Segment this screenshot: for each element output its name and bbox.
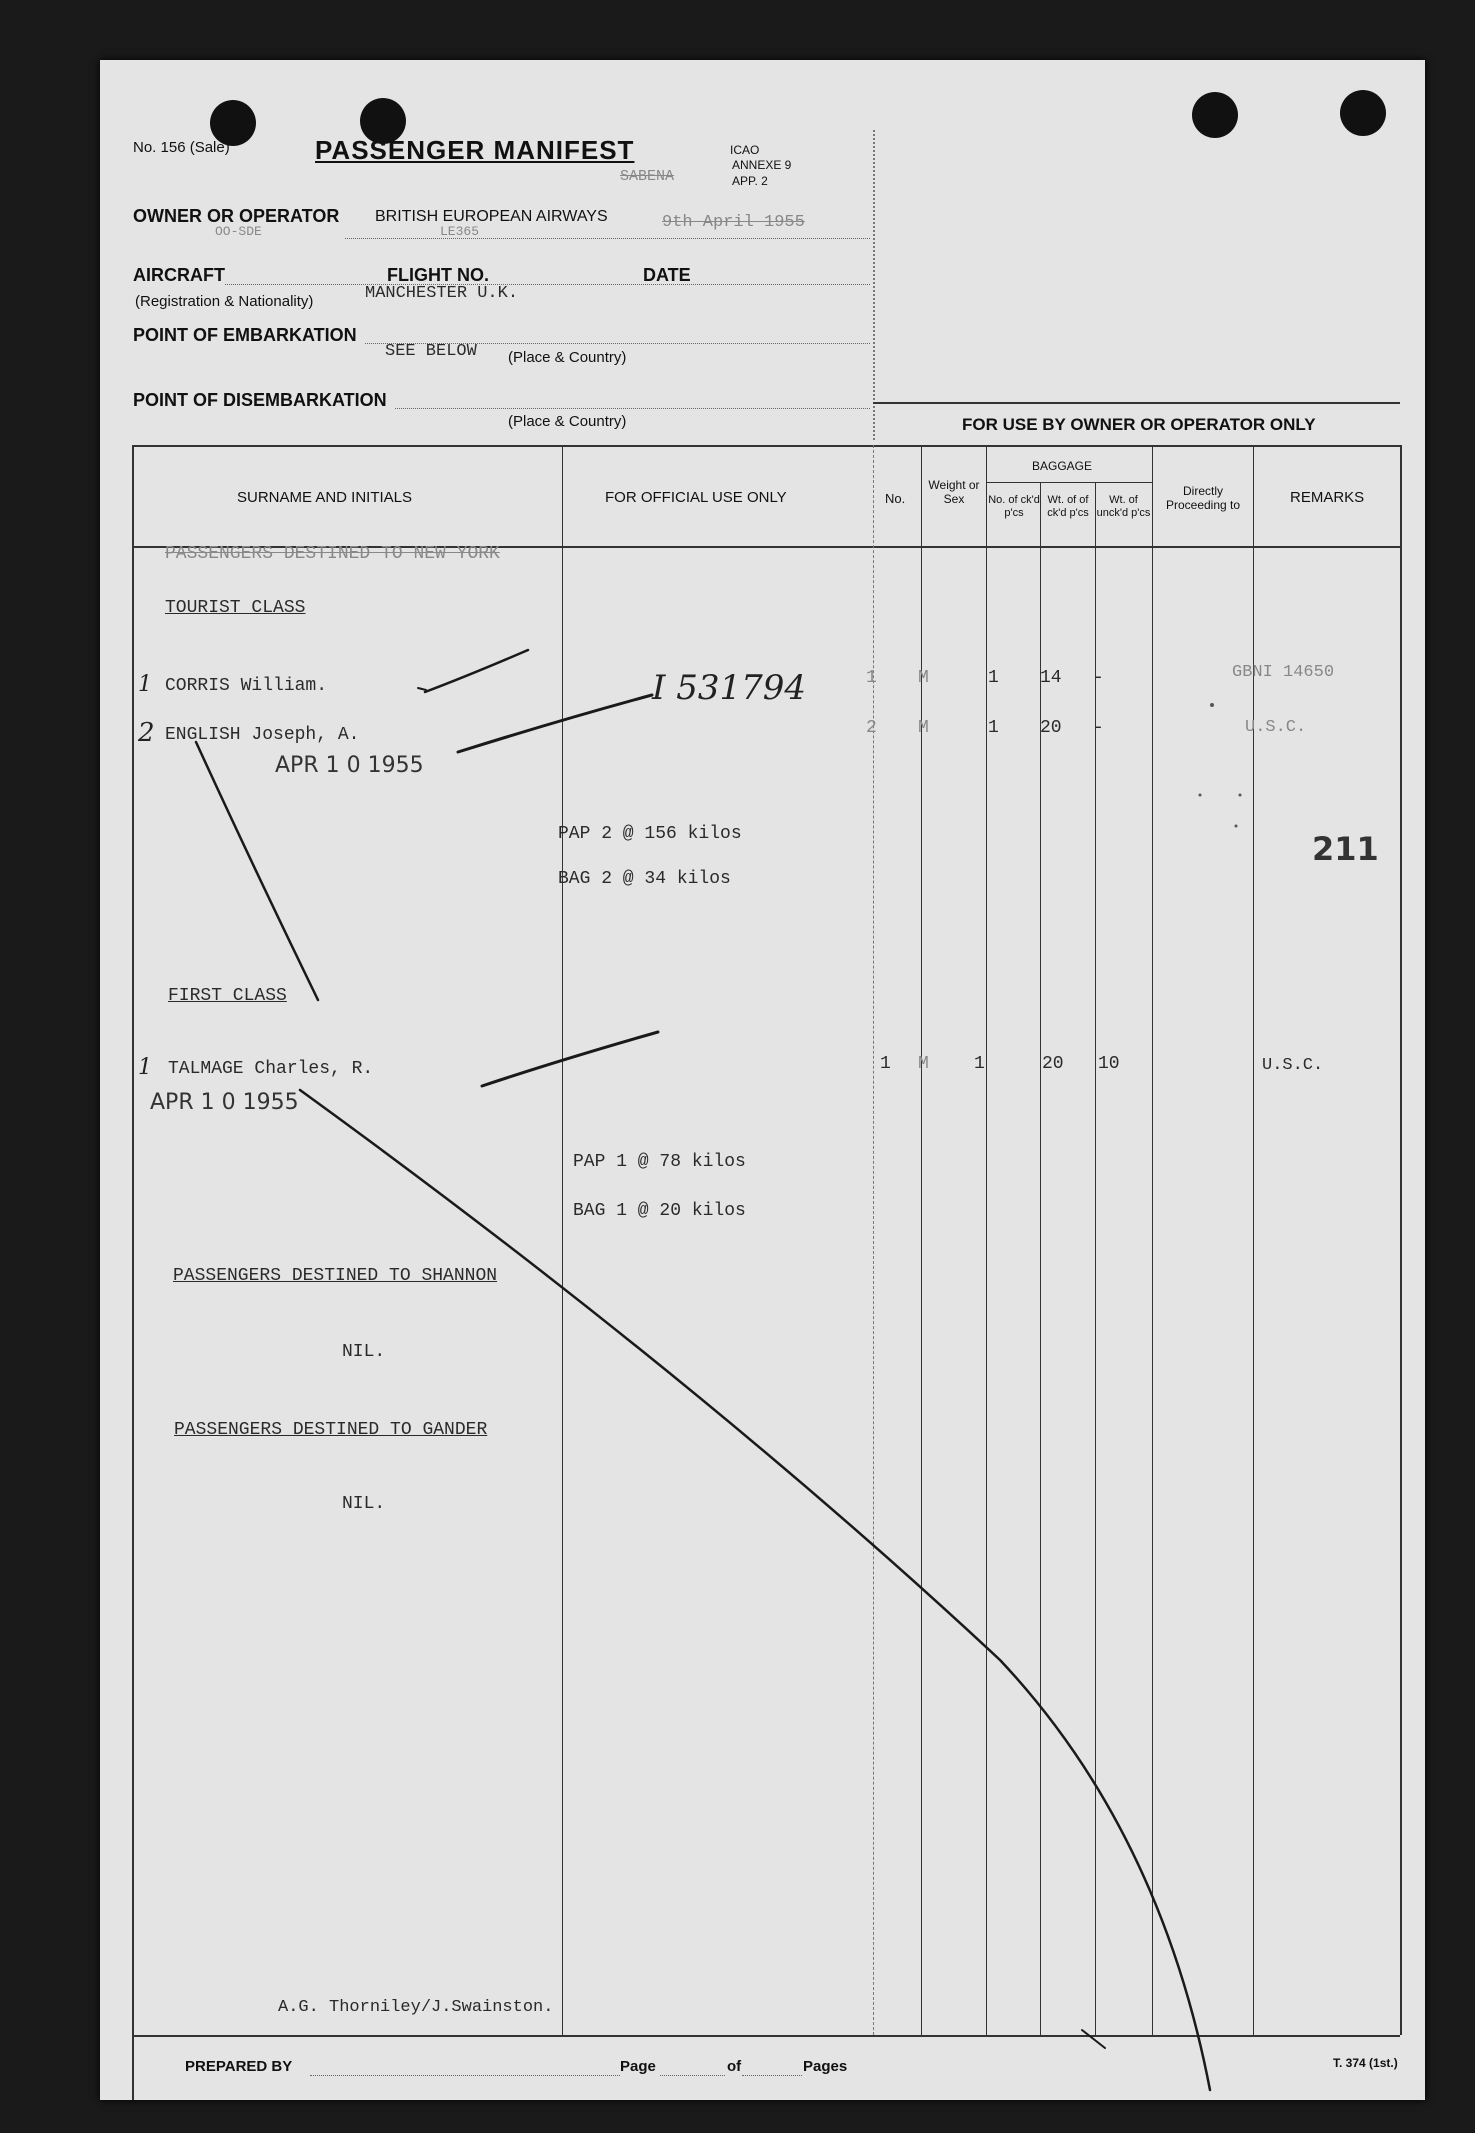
nil-text: NIL.: [342, 1494, 386, 1514]
aircraft-registration: OO-SDE: [215, 224, 262, 239]
remarks-value: GBNI 14650: [1232, 663, 1335, 682]
nil-text: NIL.: [342, 1342, 386, 1362]
passenger-no: 1: [880, 1054, 891, 1074]
passenger-sex: M: [918, 718, 929, 738]
embarkation-label: POINT OF EMBARKATION: [133, 325, 357, 345]
row-mark: 1: [138, 1055, 152, 1080]
passenger-name: ENGLISH Joseph, A.: [165, 725, 360, 745]
col-header-directly: Directly Proceeding to: [1165, 484, 1241, 512]
col-header-wt-unckd: Wt. of unck'd p'cs: [1096, 494, 1151, 519]
row-mark: 1: [138, 672, 152, 697]
date-stamp: APR 1 0 1955: [275, 753, 424, 778]
owner-value: BRITISH EUROPEAN AIRWAYS: [375, 208, 608, 225]
owner-only-header: FOR USE BY OWNER OR OPERATOR ONLY: [962, 415, 1316, 434]
tourist-class-heading: TOURIST CLASS: [165, 598, 306, 618]
diagonal-stroke: [300, 1090, 1210, 2090]
check-mark: [418, 688, 426, 690]
baggage-pieces: 1: [988, 668, 999, 688]
passenger-name: CORRIS William.: [165, 676, 328, 696]
col-header-baggage: BAGGAGE: [1032, 459, 1093, 473]
col-header-remarks: REMARKS: [1290, 489, 1365, 506]
baggage-weight: 20: [1042, 1054, 1064, 1074]
link-stroke: [482, 1032, 658, 1086]
unchecked-weight: -: [1093, 668, 1104, 688]
passenger-no: 1: [866, 668, 877, 688]
row-mark: 2: [138, 718, 155, 748]
col-header-wt-ckd: Wt. of of ck'd p'cs: [1047, 494, 1089, 519]
prepared-by-label: PREPARED BY: [185, 2058, 293, 2075]
link-stroke: [458, 695, 652, 752]
aircraft-label: AIRCRAFT: [133, 265, 225, 285]
col-header-no: No.: [885, 491, 906, 506]
signatories: A.G. Thorniley/J.Swainston.: [278, 1998, 554, 2017]
remarks-value: U.S.C.: [1245, 718, 1307, 737]
form-code: T. 374 (1st.): [1333, 2056, 1398, 2070]
pages-label: Pages: [803, 2058, 848, 2075]
bag-total: BAG 1 @ 20 kilos: [573, 1201, 746, 1221]
pap-total: PAP 1 @ 78 kilos: [573, 1152, 746, 1172]
date-value: 9th April 1955: [662, 213, 805, 232]
disembarkation-value: SEE BELOW: [385, 342, 477, 361]
unchecked-weight: -: [1093, 718, 1104, 738]
unchecked-weight: 10: [1098, 1054, 1120, 1074]
passenger-sex: M: [918, 668, 929, 688]
owner-label: OWNER OR OPERATOR: [133, 206, 340, 226]
page-stamp-number: 211: [1312, 830, 1379, 868]
first-class-heading: FIRST CLASS: [168, 986, 287, 1006]
icao-label: ICAO: [730, 143, 760, 157]
app-label: APP. 2: [732, 174, 768, 188]
registration-label: (Registration & Nationality): [135, 293, 314, 310]
of-label: of: [727, 2058, 742, 2075]
remarks-value: U.S.C.: [1262, 1056, 1324, 1075]
pap-total: PAP 2 @ 156 kilos: [558, 824, 742, 844]
passenger-name: TALMAGE Charles, R.: [168, 1059, 374, 1079]
date-stamp: APR 1 0 1955: [150, 1090, 299, 1115]
small-mark: [1082, 2030, 1105, 2048]
official-number: I 531794: [652, 668, 807, 708]
page-label: Page: [620, 2058, 656, 2075]
baggage-weight: 20: [1040, 718, 1062, 738]
place-country-label: (Place & Country): [508, 349, 627, 366]
form-number: No. 156 (Sale): [133, 139, 230, 156]
check-mark: [425, 650, 528, 692]
section-new-york: PASSENGERS DESTINED TO NEW YORK: [165, 544, 500, 564]
baggage-weight: 14: [1040, 668, 1062, 688]
flight-number: LE365: [440, 224, 480, 239]
diagonal-stroke: [196, 742, 318, 1000]
section-shannon: PASSENGERS DESTINED TO SHANNON: [173, 1266, 498, 1286]
section-gander: PASSENGERS DESTINED TO GANDER: [174, 1420, 488, 1440]
place-country-label: (Place & Country): [508, 413, 627, 430]
flight-label: FLIGHT NO.: [387, 265, 489, 285]
col-header-no-ckd: No. of ck'd p'cs: [988, 494, 1040, 519]
date-label: DATE: [643, 265, 691, 285]
bag-total: BAG 2 @ 34 kilos: [558, 869, 731, 889]
annexe-label: ANNEXE 9: [732, 158, 792, 172]
passenger-sex: M: [918, 1054, 929, 1074]
embarkation-value: MANCHESTER U.K.: [365, 284, 519, 303]
col-header-official: FOR OFFICIAL USE ONLY: [605, 489, 787, 506]
page-title: PASSENGER MANIFEST: [315, 135, 635, 165]
disembarkation-label: POINT OF DISEMBARKATION: [133, 390, 387, 410]
col-header-surname: SURNAME AND INITIALS: [237, 489, 413, 506]
struck-operator-name: SABENA: [620, 168, 675, 185]
baggage-pieces: 1: [988, 718, 999, 738]
col-header-weight: Weight or Sex: [928, 478, 980, 506]
passenger-no: 2: [866, 718, 877, 738]
baggage-pieces: 1: [974, 1054, 985, 1074]
